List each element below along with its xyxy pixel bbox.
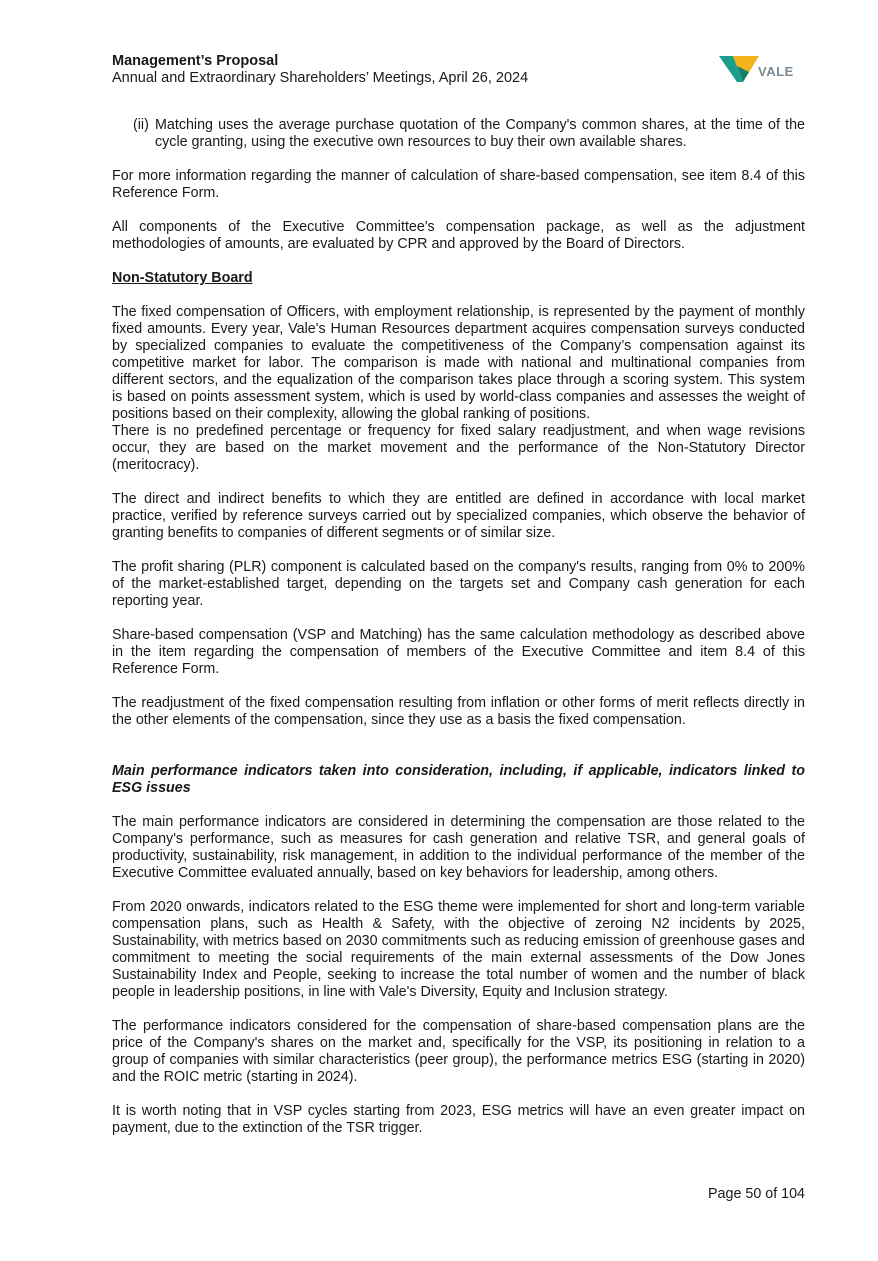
paragraph: From 2020 onwards, indicators related to the ESG theme were implemented for short and long-term variable compensation plans, such as Health & Safety, with the objective of zeroing N2 incidents by 2025, Sustainability, with metrics based on 2030 commitments such as reducing emission of greenhouse gases and commitment to meeting the social requirements of the main external assessments of the Dow Jones Sustainability Index and People, seeking to increase the total number of women and the number of black people in leadership positions, in line with Vale's Diversity, Equity and Inclusion strategy. xyxy=(112,899,805,1000)
section-title: Non-Statutory Board xyxy=(112,270,253,286)
spacer xyxy=(112,746,805,763)
page-number: Page 50 of 104 xyxy=(708,1186,805,1202)
paragraph: Share-based compensation (VSP and Matching) has the same calculation methodology as described above in the item regarding the compensation of members of the Executive Committee and item 8.4 of this Reference Form. xyxy=(112,627,805,677)
subsection-title: Main performance indicators taken into consideration, including, if applicable, indicators linked to ESG issues xyxy=(112,763,805,796)
paragraph: The main performance indicators are considered in determining the compensation are those related to the Company's performance, such as measures for cash generation and relative TSR, and general goals of productivity, sustainability, risk management, in addition to the individual performance of the member of the Executive Committee evaluated annually, based on key behaviors for leadership, among others. xyxy=(112,814,805,881)
paragraph: The profit sharing (PLR) component is calculated based on the company's results, ranging from 0% to 200% of the market-established target, depending on the targets set and Company cash generation for each reporting year. xyxy=(112,559,805,609)
paragraph: The performance indicators considered for the compensation of share-based compensation plans are the price of the Company's shares on the market and, specifically for the VSP, its positioning in relation to a group of companies with similar characteristics (peer group), the performance metrics ESG (starting in 2020) and the ROIC metric (starting in 2024). xyxy=(112,1018,805,1085)
paragraph: There is no predefined percentage or frequency for fixed salary readjustment, and when wage revisions occur, they are based on the market movement and the performance of the Non-Statutory Director (meritocracy). xyxy=(112,423,805,473)
paragraph: The direct and indirect benefits to which they are entitled are defined in accordance with local market practice, verified by reference surveys carried out by specialized companies, which observe the behavior of granting benefits to companies of different segments or of similar size. xyxy=(112,491,805,541)
list-item xyxy=(112,117,805,151)
logo-text: VALE xyxy=(758,64,794,79)
page-body xyxy=(112,117,805,1154)
paragraph: The fixed compensation of Officers, with employment relationship, is represented by the payment of monthly fixed amounts. Every year, Vale's Human Resources department acquires compensation surveys conducted by specialized companies to evaluate the competitiveness of the Company’s compensation against its competitive market for labor. The comparison is made with national and multinational companies from different sectors, and the equalization of the comparison takes place through a scoring system. This system is based on points assessment system, which is used by world-class companies and assesses the weight of positions based on their complexity, allowing the global ranking of positions. xyxy=(112,304,805,422)
document-title: Management’s Proposal xyxy=(112,53,279,69)
paragraph: The readjustment of the fixed compensation resulting from inflation or other forms of merit reflects directly in the other elements of the compensation, since they use as a basis the fixed compensation. xyxy=(112,695,805,728)
paragraph: For more information regarding the manner of calculation of share-based compensation, see item 8.4 of this Reference Form. xyxy=(112,168,805,201)
paragraph: It is worth noting that in VSP cycles starting from 2023, ESG metrics will have an even greater impact on payment, due to the extinction of the TSR trigger. xyxy=(112,1103,805,1136)
page-header xyxy=(112,53,712,87)
paragraph: All components of the Executive Committee's compensation package, as well as the adjustment methodologies of amounts, are evaluated by CPR and approved by the Board of Directors. xyxy=(112,219,805,252)
list-item-text: Matching uses the average purchase quotation of the Company's common shares, at the time of the cycle granting, using the executive own resources to buy their own available shares. xyxy=(155,117,805,150)
list-item-number: (ii) xyxy=(133,117,149,133)
document-subtitle: Annual and Extraordinary Shareholders’ Meetings, April 26, 2024 xyxy=(112,70,529,86)
